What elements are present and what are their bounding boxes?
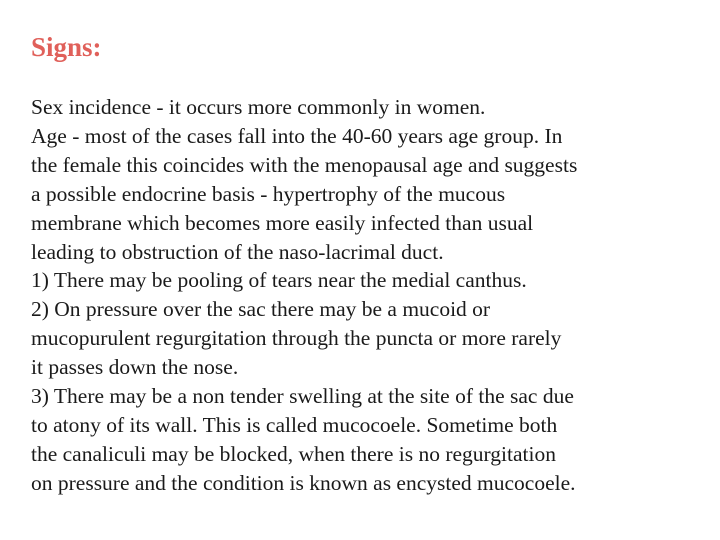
body-line: Age - most of the cases fall into the 40-60 years age group. In xyxy=(31,123,563,148)
body-line: 2) On pressure over the sac there may be a mucoid or xyxy=(31,297,491,322)
body-line: Sex incidence - it occurs more commonly in women. xyxy=(31,95,486,119)
body-line: the female this coincides with the menopausal age and suggests xyxy=(31,152,578,177)
body-line: 1) There may be pooling of tears near the medial canthus. xyxy=(31,268,527,293)
body-line: membrane which becomes more easily infected than usual xyxy=(31,210,534,235)
body-line: mucopurulent regurgitation through the puncta or more rarely xyxy=(31,326,562,351)
body-line: 3) There may be a non tender swelling at the site of the sac due xyxy=(31,384,574,409)
slide-body-text xyxy=(31,93,711,498)
body-line: a possible endocrine basis - hypertrophy of the mucous xyxy=(31,181,506,206)
body-line: leading to obstruction of the naso-lacrimal duct. xyxy=(31,239,444,264)
body-line: to atony of its wall. This is called mucocoele. Sometime both xyxy=(31,412,558,437)
body-line: on pressure and the condition is known as encysted mucocoele. xyxy=(31,470,576,495)
body-line: the canaliculi may be blocked, when there is no regurgitation xyxy=(31,441,556,466)
body-line: it passes down the nose. xyxy=(31,355,239,380)
slide-title: Signs: xyxy=(31,32,102,62)
